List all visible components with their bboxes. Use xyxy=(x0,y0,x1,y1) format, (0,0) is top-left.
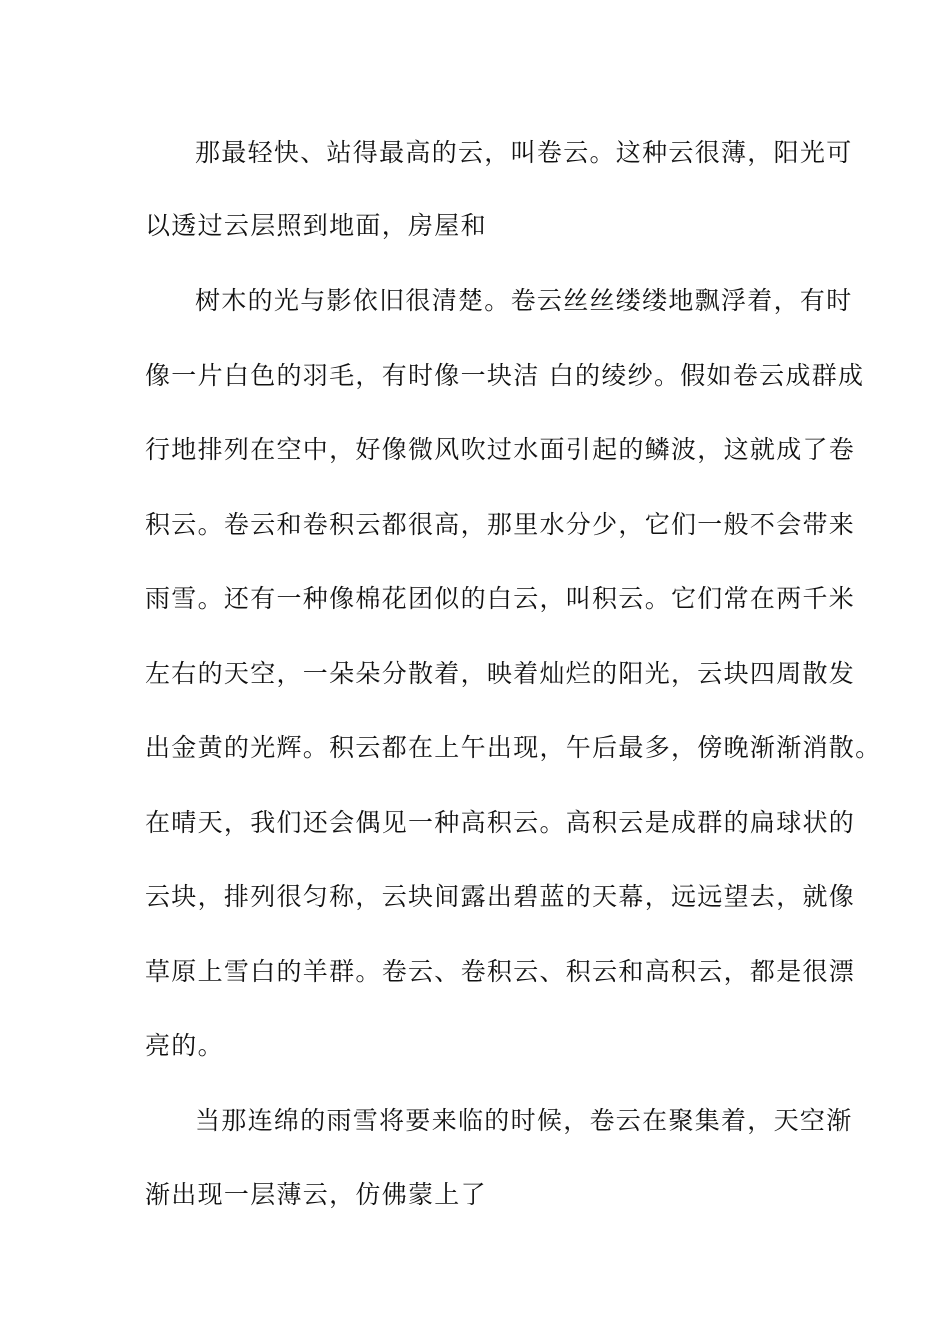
text-line: 积云。卷云和卷积云都很高，那里水分少，它们一般不会带来 xyxy=(145,510,856,539)
text-line: 当那连绵的雨雪将要来临的时候，卷云在聚集着，天空渐 xyxy=(195,1106,853,1135)
text-line: 行地排列在空中，好像微风吹过水面引起的鳞波，这就成了卷 xyxy=(145,435,856,464)
text-line: 那最轻快、站得最高的云，叫卷云。这种云很薄，阳光可 xyxy=(195,138,853,167)
text-line: 亮的。 xyxy=(145,1031,224,1060)
text-line: 雨雪。还有一种像棉花团似的白云，叫积云。它们常在两千米 xyxy=(145,584,856,613)
text-line: 左右的天空，一朵朵分散着，映着灿烂的阳光，云块四周散发 xyxy=(145,659,856,688)
text-line: 在晴天，我们还会偶见一种高积云。高积云是成群的扁球状的 xyxy=(145,808,856,837)
text-line: 渐出现一层薄云，仿佛蒙上了 xyxy=(145,1180,487,1209)
text-line: 出金黄的光辉。积云都在上午出现，午后最多，傍晚渐渐消散。 xyxy=(145,733,882,762)
text-line: 云块，排列很匀称，云块间露出碧蓝的天幕，远远望去，就像 xyxy=(145,882,856,911)
text-line: 以透过云层照到地面，房屋和 xyxy=(145,211,487,240)
text-line: 草原上雪白的羊群。卷云、卷积云、积云和高积云，都是很漂 xyxy=(145,957,856,986)
text-line: 像一片白色的羽毛，有时像一块洁 白的绫纱。假如卷云成群成 xyxy=(145,361,865,390)
text-line: 树木的光与影依旧很清楚。卷云丝丝缕缕地飘浮着，有时 xyxy=(195,286,853,315)
